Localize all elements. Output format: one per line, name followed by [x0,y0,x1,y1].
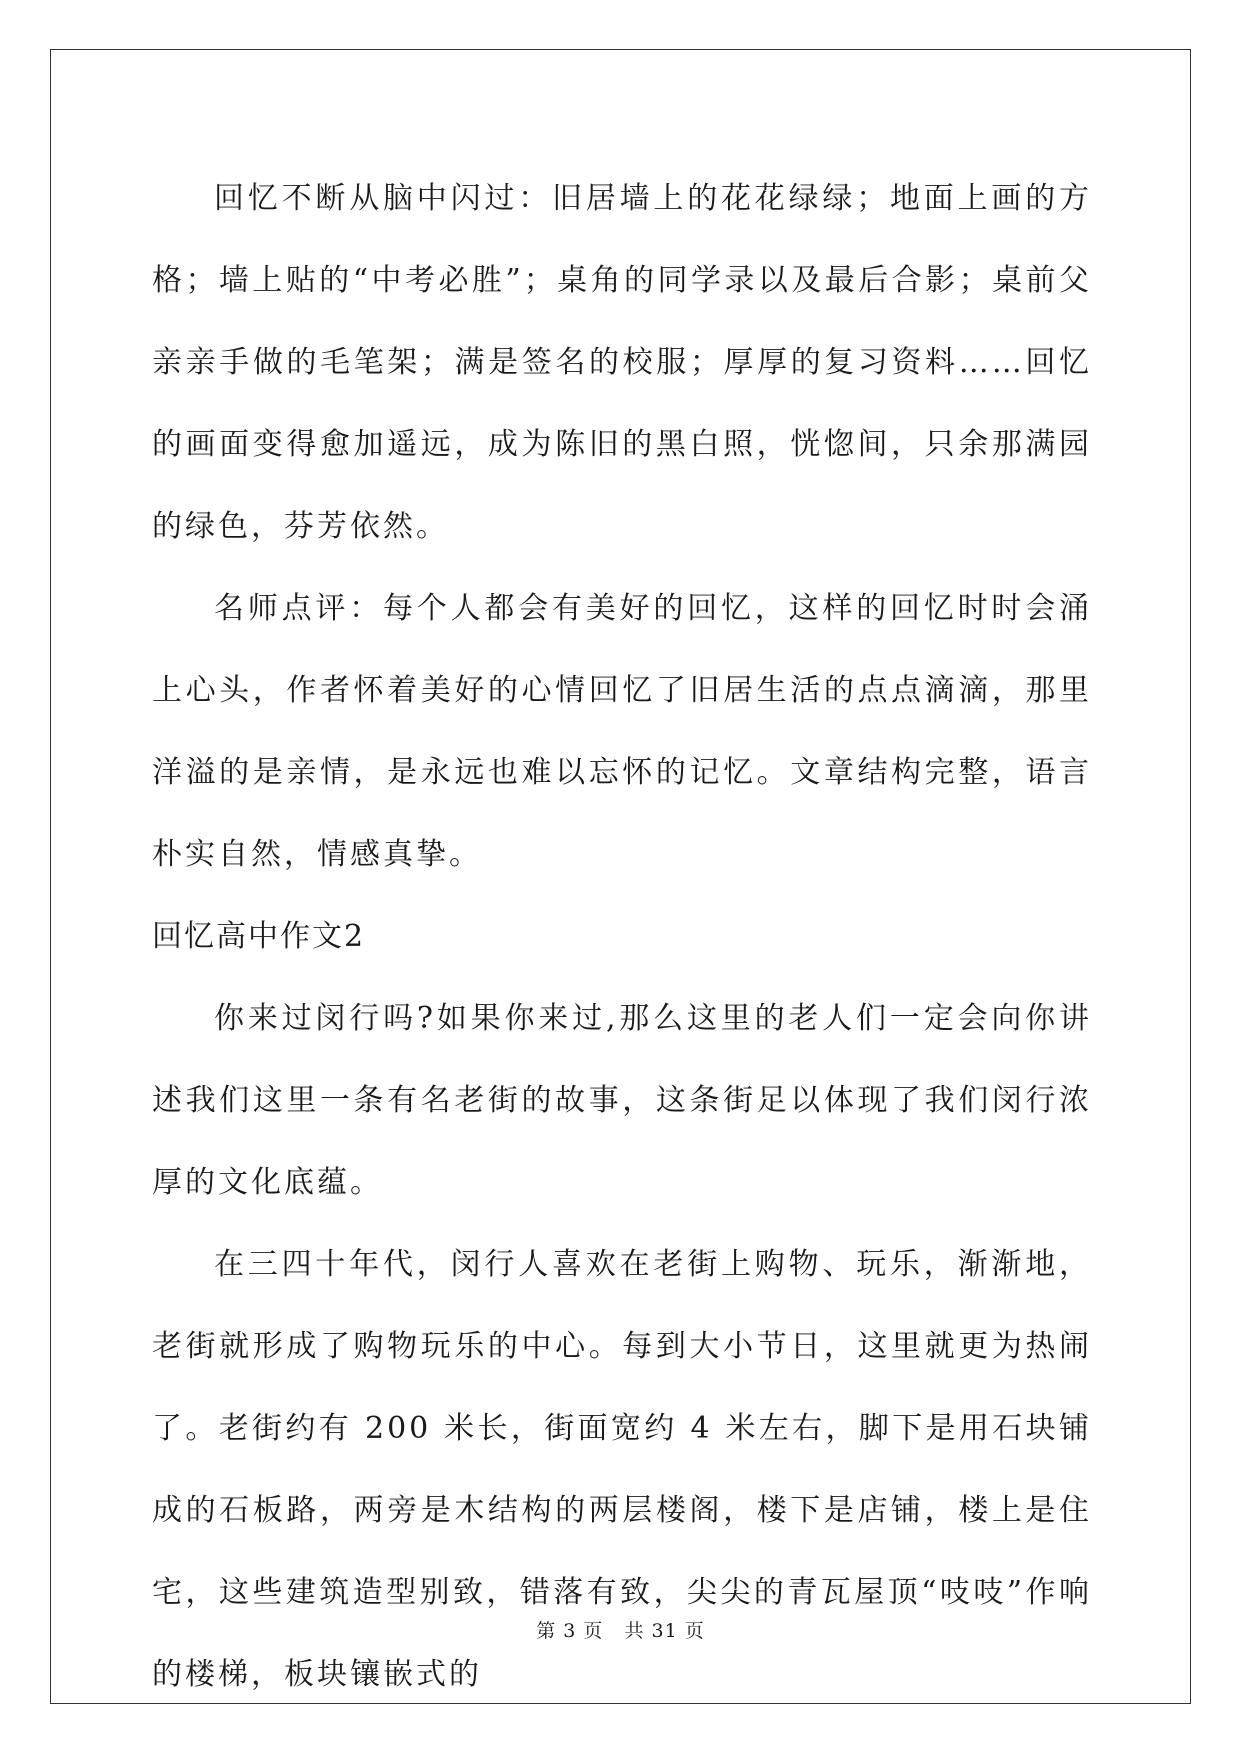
page-number: 第 3 页 [536,1620,604,1642]
paragraph-teacher-comment: 名师点评：每个人都会有美好的回忆，这样的回忆时时会涌上心头，作者怀着美好的心情回忆了旧居生活的点点滴滴，那里洋溢的是亲情，是永远也难以忘怀的记忆。文章结构完整，语言朴实自然，情感真挚。 [152,591,1092,872]
paragraph-minhang-intro: 你来过闵行吗?如果你来过,那么这里的老人们一定会向你讲述我们这里一条有名老街的故事，这条街足以体现了我们闵行浓厚的文化底蕴。 [152,1001,1092,1200]
essay-heading: 回忆高中作文2 [152,919,366,954]
paragraph-memory-flashback: 回忆不断从脑中闪过：旧居墙上的花花绿绿；地面上画的方格；墙上贴的“中考必胜”；桌角的同学录以及最后合影；桌前父亲亲手做的毛笔架；满是签名的校服；厚厚的复习资料……回忆的画面变得愈加遥远，成为陈旧的黑白照，恍惚间，只余那满园的绿色，芬芳依然。 [152,181,1092,544]
page-total: 共 31 页 [624,1620,705,1642]
document-body [152,158,1092,1716]
paragraph-old-street: 在三四十年代，闵行人喜欢在老街上购物、玩乐，渐渐地，老街就形成了购物玩乐的中心。每到大小节日，这里就更为热闹了。老街约有 200 米长，街面宽约 4 米左右，脚下是用石块铺成的石板路，两旁是木结构的两层楼阁，楼下是店铺，楼上是住宅，这些建筑造型别致，错落有致，尖尖的青瓦屋顶“吱吱”作响的楼梯，板块镶嵌式的 [152,1247,1092,1692]
page-footer [0,1616,1241,1643]
